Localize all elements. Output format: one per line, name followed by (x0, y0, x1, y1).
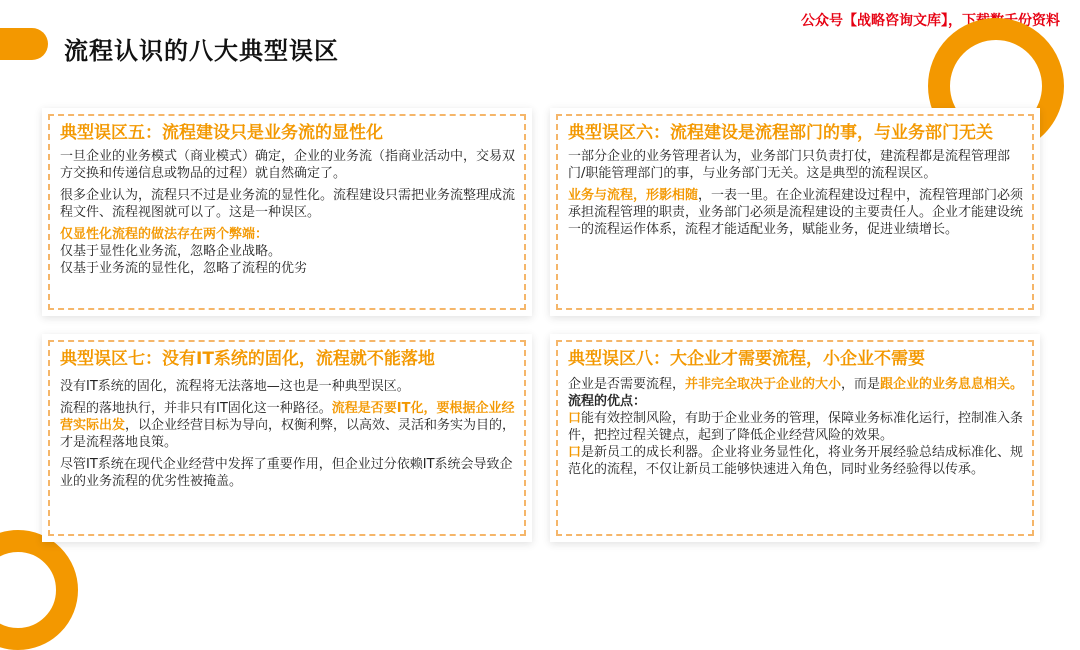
card-myth-6 (550, 108, 1040, 316)
card-myth-8-paragraph-1 (568, 376, 1024, 393)
card-myth-8-benefit-2 (568, 444, 1024, 478)
card-myth-7 (42, 334, 532, 542)
card-myth-7-paragraph-2-tail: ，以企业经营目标为导向，权衡利弊，以高效、灵活和务实为目的，才是流程落地良策。 (60, 418, 516, 450)
card-myth-8-p1-lead: 企业是否需要流程， (568, 377, 686, 392)
card-myth-8-benefit-1-text: 能有效控制风险，有助于企业业务的管理，保障业务标准化运行，控制准入条件，把控过程关键点，起到了降低企业经营风险的效果。 (568, 411, 1024, 443)
card-myth-8-highlight-2: 跟企业的业务息息相关。 (880, 377, 1024, 392)
card-myth-6-title: 典型误区六：流程建设是流程部门的事，与业务部门无关 (568, 123, 993, 143)
card-myth-5-border (48, 114, 526, 310)
card-myth-5-drawback-1: 仅基于显性化业务流，忽略企业战略。 (60, 244, 282, 259)
card-myth-7-highlight: 流程是否要IT化，要根据企业经营实际出发 (60, 401, 515, 433)
decorative-ring-bottom-left (0, 530, 78, 650)
card-myth-5 (42, 108, 532, 316)
card-myth-8 (550, 334, 1040, 542)
card-myth-7-border (48, 340, 526, 536)
card-myth-5-title: 典型误区五：流程建设只是业务流的显性化 (60, 123, 383, 143)
watermark-text: 公众号【战略咨询文库】，下载数千份资料 (801, 13, 1060, 29)
card-myth-6-highlight: 业务与流程，形影相随 (568, 188, 699, 203)
card-myth-8-benefit-2-text: 是新员工的成长利器。企业将业务显性化，将业务开展经验总结成标准化、规范化的流程，不仅让新员工能够快速进入角色，同时业务经验得以传承。 (568, 445, 1024, 477)
card-myth-5-subhead: 仅显性化流程的做法存在两个弊端： (60, 227, 269, 242)
card-myth-5-paragraph-1: 一旦企业的业务模式（商业模式）确定，企业的业务流（指商业活动中，交易双方交换和传递信息或物品的过程）就自然确定了。 (60, 149, 516, 181)
card-myth-7-paragraph-1: 没有IT系统的固化，流程将无法落地—这也是一种典型误区。 (60, 379, 410, 394)
title-accent-bar (0, 28, 48, 60)
card-myth-6-paragraph-1: 一部分企业的业务管理者认为，业务部门只负责打仗，建流程都是流程管理部门/职能管理部门的事，与业务部门无关。这是典型的流程误区。 (568, 149, 1011, 181)
card-myth-7-paragraph-3: 尽管IT系统在现代企业经营中发挥了重要作用，但企业过分依赖IT系统会导致企业的业务流程的优劣性被掩盖。 (60, 457, 513, 489)
card-myth-8-border (556, 340, 1034, 536)
page-title: 流程认识的八大典型误区 (64, 37, 339, 65)
card-myth-6-border (556, 114, 1034, 310)
card-myth-8-highlight-1: 并非完全取决于企业的大小 (685, 377, 842, 392)
card-myth-8-title: 典型误区八：大企业才需要流程，小企业不需要 (568, 349, 925, 369)
checkbox-bullet-icon: 口 (568, 411, 582, 426)
card-myth-7-title: 典型误区七：没有IT系统的固化，流程就不能落地 (60, 349, 435, 369)
card-myth-8-benefit-1 (568, 410, 1024, 444)
card-myth-7-paragraph-2 (60, 400, 516, 451)
card-myth-6-paragraph-2 (568, 187, 1024, 238)
card-myth-5-paragraph-2: 很多企业认为，流程只不过是业务流的显性化。流程建设只需把业务流整理成流程文件、流程视图就可以了。这是一种误区。 (60, 188, 516, 220)
card-myth-8-subhead: 流程的优点： (568, 394, 647, 409)
card-myth-8-p1-mid: ，而是 (841, 377, 881, 392)
card-myth-7-paragraph-2-lead: 流程的落地执行，并非只有IT固化这一种路径。 (60, 401, 332, 416)
card-myth-5-drawback-2: 仅基于业务流的显性化，忽略了流程的优劣 (60, 261, 308, 276)
card-myth-6-paragraph-2-text: ，一表一里。在企业流程建设过程中，流程管理部门必须承担流程管理的职责，业务部门必须是流程建设的主要责任人。企业才能建设统一的流程运作体系，流程才能适配业务，赋能业务，促进业绩增长。 (568, 188, 1024, 237)
checkbox-bullet-icon: 口 (568, 445, 582, 460)
